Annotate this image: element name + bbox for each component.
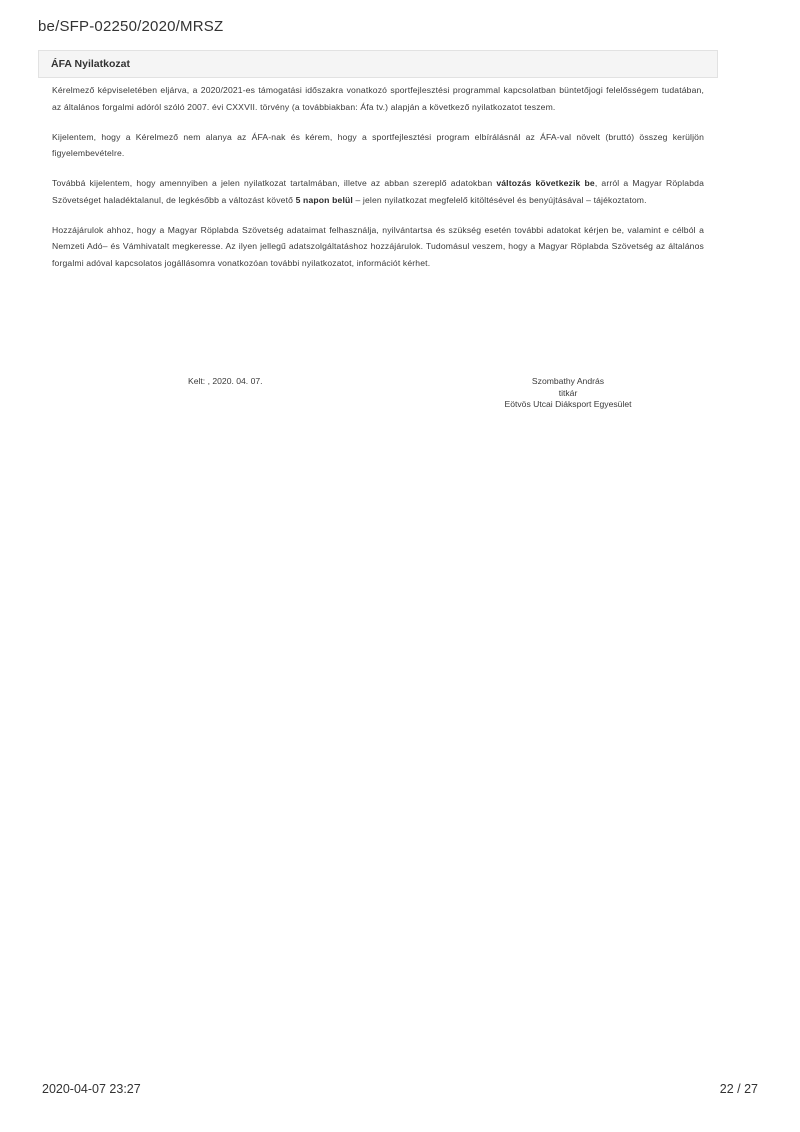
- section-header-box: [38, 50, 718, 78]
- signature-organization: Eötvös Utcai Diáksport Egyesület: [504, 399, 632, 410]
- paragraph-change-notification: [52, 175, 704, 209]
- paragraph-data-consent: Hozzájárulok ahhoz, hogy a Magyar Röplabda Szövetség adataimat felhasználja, nyilvántartsa és szükség esetén további adatokat kérjen be, valamint e célból a Nemzeti Adó– és Vámhivatalt megkeresse. Az ilyen jellegű adatszolgáltatáshoz hozzájárulok. Tudomásul veszem, hogy a Magyar Röplabda Szövetség az általános forgalmi adóval kapcsolatos jogállásomra vonatkozóan további nyilatkozatot, információt kérhet.: [52, 224, 704, 268]
- page-footer: [0, 1062, 800, 1132]
- footer-timestamp: 2020-04-07 23:27: [42, 1082, 141, 1096]
- signature-block: [438, 376, 698, 411]
- change-text-part-3: – jelen nyilatkozat megfelelő kitöltésével és benyújtásával – tájékoztatom.: [352, 194, 647, 205]
- signature-row: [38, 368, 718, 418]
- document-body: [38, 82, 718, 285]
- footer-page-number: 22 / 27: [719, 1082, 758, 1096]
- document-reference-header: be/SFP-02250/2020/MRSZ: [38, 18, 224, 35]
- change-text-part-1: Továbbá kijelentem, hogy amennyiben a jelen nyilatkozat tartalmában, illetve az abban szereplő adatokban: [52, 178, 497, 188]
- change-text-part-2: , arról a Magyar Röplabda Szövetséget haladéktalanul, de legkésőbb a változást követő: [52, 178, 704, 205]
- signature-name: Szombathy András: [531, 376, 605, 386]
- paragraph-not-vat-subject: Kijelentem, hogy a Kérelmező nem alanya az ÁFA-nak és kérem, hogy a sportfejlesztési program elbírálásnál az ÁFA-val növelt (bruttó) összeg kerüljön figyelembevételre.: [52, 131, 704, 159]
- signature-role: titkár: [558, 387, 578, 398]
- change-emphasis-2: 5 napon belül: [295, 194, 353, 205]
- section-title: ÁFA Nyilatkozat: [51, 58, 130, 70]
- signature-place-date: Kelt: , 2020. 04. 07.: [188, 376, 263, 386]
- paragraph-declaration-intro: Kérelmező képviseletében eljárva, a 2020/2021-es támogatási időszakra vonatkozó sportfejlesztési programmal kapcsolatban büntetőjogi felelősségem tudatában, az általános forgalmi adóról szóló 2007. évi CXXVII. törvény (a továbbiakban: Áfa tv.) alapján a következő nyilatkozatot teszem.: [52, 85, 704, 112]
- change-emphasis-1: változás következik be: [496, 178, 595, 188]
